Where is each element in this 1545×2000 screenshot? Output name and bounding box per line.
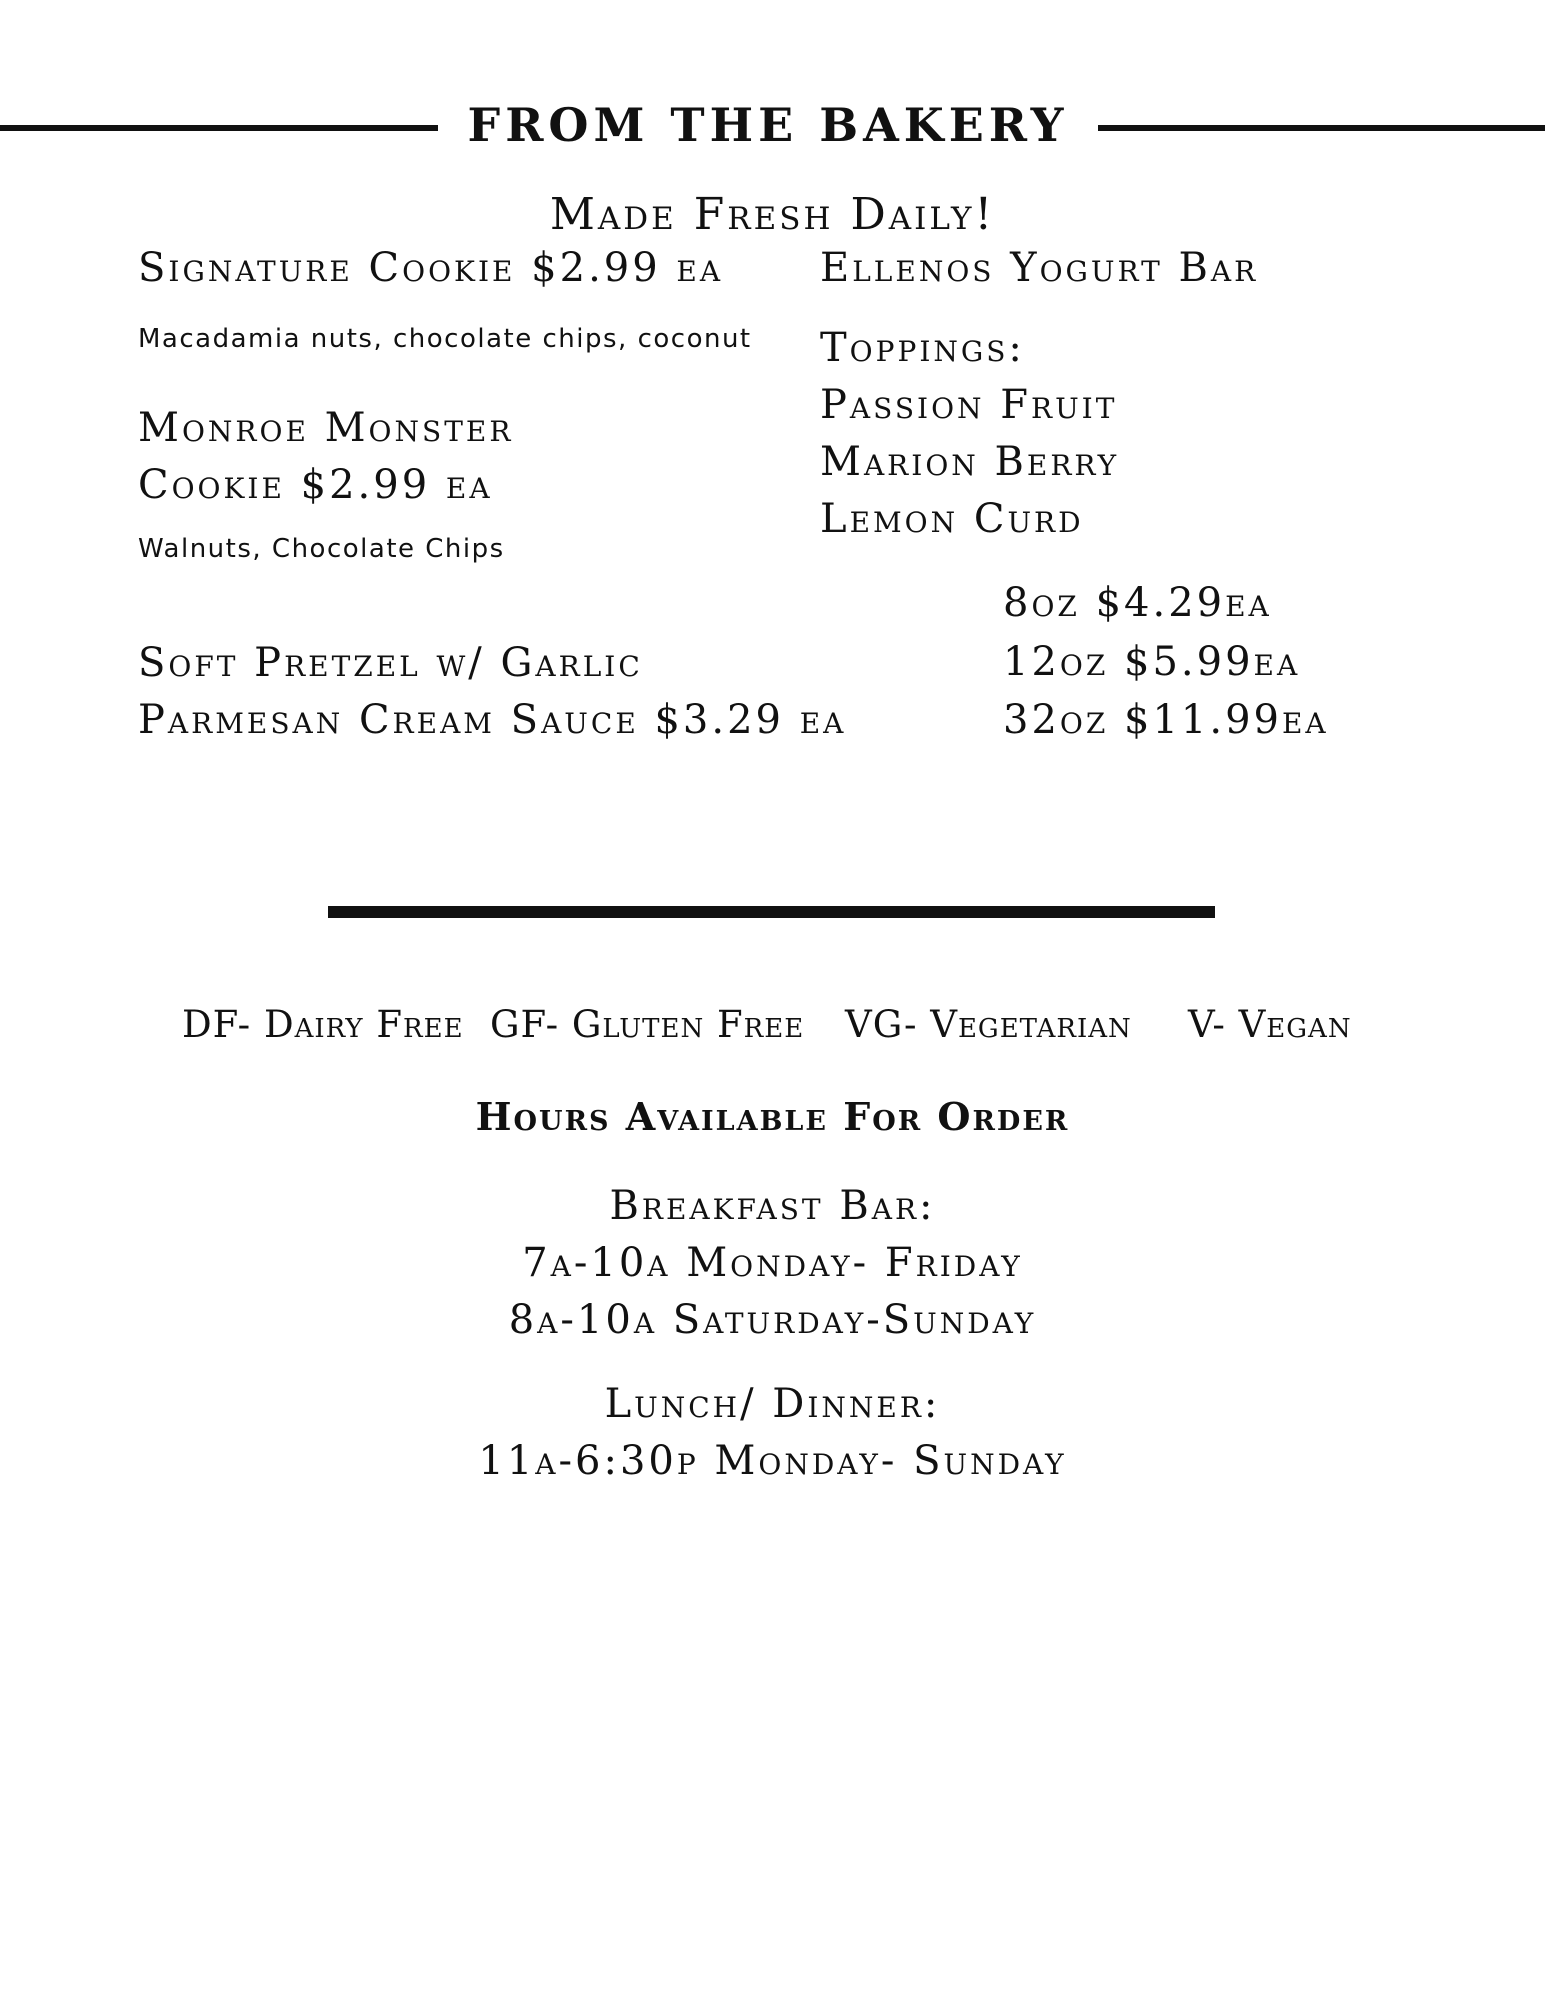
breakfast-label: Breakfast Bar: (609, 1183, 936, 1229)
legend-vegan: V- Vegan (1188, 1003, 1352, 1046)
lunch-dinner-label: Lunch/ Dinner: (604, 1381, 941, 1427)
section-divider (328, 906, 1215, 918)
header-rule-right (1098, 125, 1545, 131)
yogurt-size-price: 32oz $11.99ea (1003, 697, 1329, 743)
monroe-cookie-title-line1: Monroe Monster (138, 405, 514, 451)
hours-heading: Hours Available For Order (475, 1094, 1070, 1139)
yogurt-size-price: 8oz $4.29ea (1003, 580, 1272, 626)
page-subtitle: Made Fresh Daily! (549, 189, 996, 240)
page-title: FROM THE BAKERY (467, 98, 1069, 152)
topping-item: Marion Berry (820, 439, 1120, 485)
legend-vegetarian: VG- Vegetarian (845, 1003, 1132, 1046)
topping-item: Passion Fruit (820, 382, 1118, 428)
signature-cookie-title: Signature Cookie $2.99 ea (138, 245, 724, 291)
pretzel-title-line1: Soft Pretzel w/ Garlic (138, 640, 643, 686)
pretzel-title-line2: Parmesan Cream Sauce $3.29 ea (138, 697, 847, 743)
yogurt-bar-title: Ellenos Yogurt Bar (820, 245, 1259, 291)
breakfast-hours-weekend: 8a-10a Saturday-Sunday (508, 1297, 1037, 1343)
signature-cookie-description: Macadamia nuts, chocolate chips, coconut (138, 324, 752, 354)
monroe-cookie-description: Walnuts, Chocolate Chips (138, 534, 505, 564)
topping-item: Lemon Curd (820, 496, 1084, 542)
legend-dairy-free: DF- Dairy Free (182, 1003, 464, 1046)
yogurt-size-price: 12oz $5.99ea (1003, 639, 1301, 685)
monroe-cookie-title-line2: Cookie $2.99 ea (138, 462, 493, 508)
header-rule-left (0, 125, 438, 131)
legend-gluten-free: GF- Gluten Free (490, 1003, 805, 1046)
breakfast-hours-weekday: 7a-10a Monday- Friday (522, 1240, 1023, 1286)
toppings-label: Toppings: (820, 325, 1025, 371)
lunch-dinner-hours: 11a-6:30p Monday- Sunday (478, 1438, 1067, 1484)
